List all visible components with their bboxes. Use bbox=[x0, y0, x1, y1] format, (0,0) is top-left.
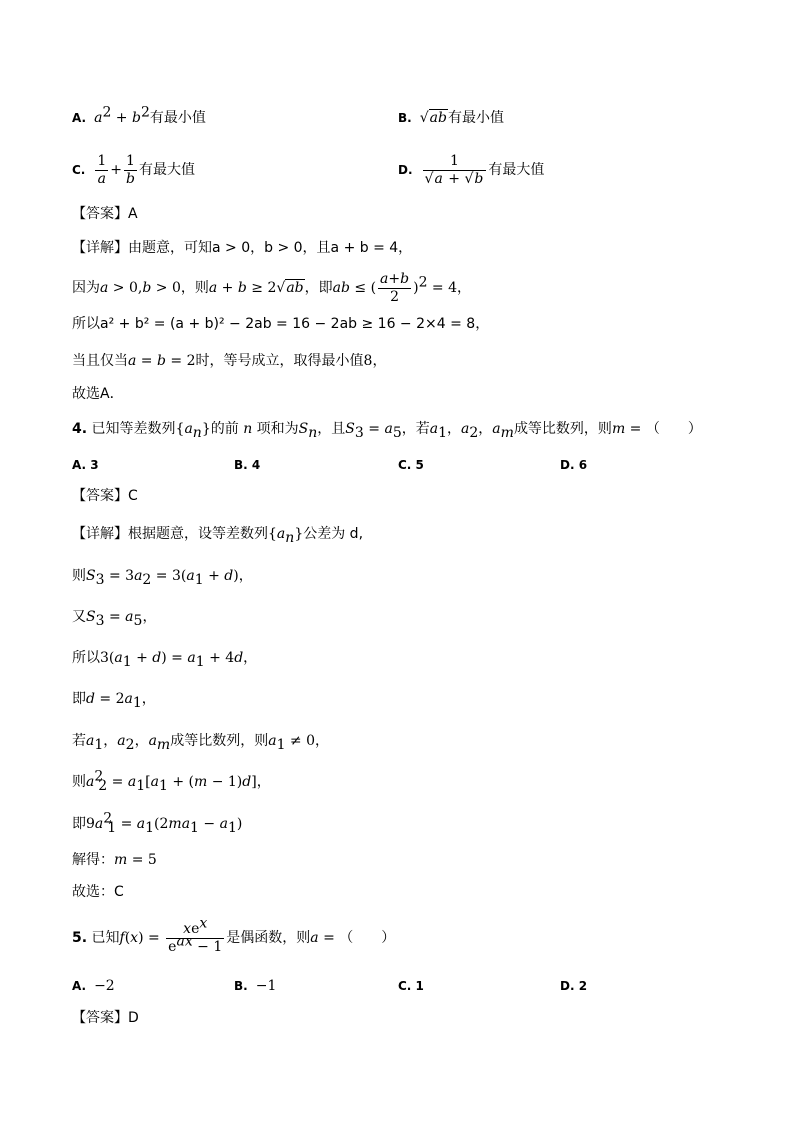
q4-option-a: A. 3 bbox=[72, 458, 99, 472]
q5-answer: 【答案】D bbox=[72, 1010, 139, 1026]
q5-option-b: B. −1 bbox=[234, 978, 277, 994]
q4-detail-line6: 若$a_1$，$a_2$，$a_m$成等比数列，则$a_1 \ne 0$， bbox=[72, 733, 330, 753]
q4-conclusion: 故选：C bbox=[72, 884, 124, 900]
q3-answer: 【答案】A bbox=[72, 206, 138, 222]
q5-option-c: C. 1 bbox=[398, 979, 424, 993]
q3-detail-line1: 【详解】由题意，可知a > 0，b > 0，且a + b = 4， bbox=[72, 240, 413, 256]
q4-option-b: B. 4 bbox=[234, 458, 261, 472]
q4-detail-line5: 即$d = 2a_1$， bbox=[72, 691, 156, 711]
q3-conclusion: 故选A． bbox=[72, 386, 124, 402]
q4-answer: 【答案】C bbox=[72, 488, 138, 504]
q4-stem: 4. 已知等差数列$\{a_n\}$的前 n 项和为$S_n$，且$S_3 = a_5$，若$a_1$，$a_2$，$a_m$成等比数列，则m = （ ） bbox=[72, 421, 702, 441]
q3-detail-line3: 所以a² + b² = (a + b)² − 2ab = 16 − 2ab ≥ 16 − 2×4 = 8， bbox=[72, 316, 490, 332]
q4-detail-line4: 所以$3(a_1 + d) = a_1 + 4d$， bbox=[72, 650, 258, 670]
q4-detail-line8: 即$9a^2_1 = a_1(2ma_1 - a_1)$ bbox=[72, 810, 243, 836]
q3-option-a: A. $a^2 + b^2$有最小值 bbox=[72, 104, 206, 126]
q4-detail-line7: 则$a^2_2 = a_1[a_1 + (m - 1)d]$， bbox=[72, 768, 271, 794]
q5-option-a: A. −2 bbox=[72, 978, 115, 994]
q4-detail-line1: 【详解】根据题意，设等差数列$\{a_n\}$公差为 d, bbox=[72, 526, 364, 546]
q4-option-c: C. 5 bbox=[398, 458, 424, 472]
q5-option-d: D. 2 bbox=[560, 979, 588, 993]
q4-option-d: D. 6 bbox=[560, 458, 588, 472]
q3-detail-line4: 当且仅当a = b = 2时，等号成立，取得最小值8， bbox=[72, 353, 387, 369]
q3-option-d: D. $\frac{1}{√a + √b}$ 有最大值 bbox=[398, 152, 545, 187]
q3-option-b: B. √ab有最小值 bbox=[398, 110, 504, 126]
q5-stem: 5. 已知f(x) = $\frac{xe^x}{e^{ax} - 1}$ 是偶函数，则a = （ ） bbox=[72, 914, 396, 955]
q3-option-c: C. $\frac{1}{a}$ + $\frac{1}{b}$ 有最大值 bbox=[72, 152, 195, 187]
q3-detail-line2: 因为a > 0,b > 0，则a + b ≥ 2√ab，即ab ≤ ( $\frac{a+b}{2}$ )$^2$ = 4， bbox=[72, 270, 472, 305]
q4-detail-line9: 解得：m = 5 bbox=[72, 852, 157, 868]
q4-detail-line3: 又$S_3 = a_5$， bbox=[72, 609, 157, 629]
q4-detail-line2: 则$S_3 = 3a_2 = 3(a_1 + d)$， bbox=[72, 568, 253, 588]
